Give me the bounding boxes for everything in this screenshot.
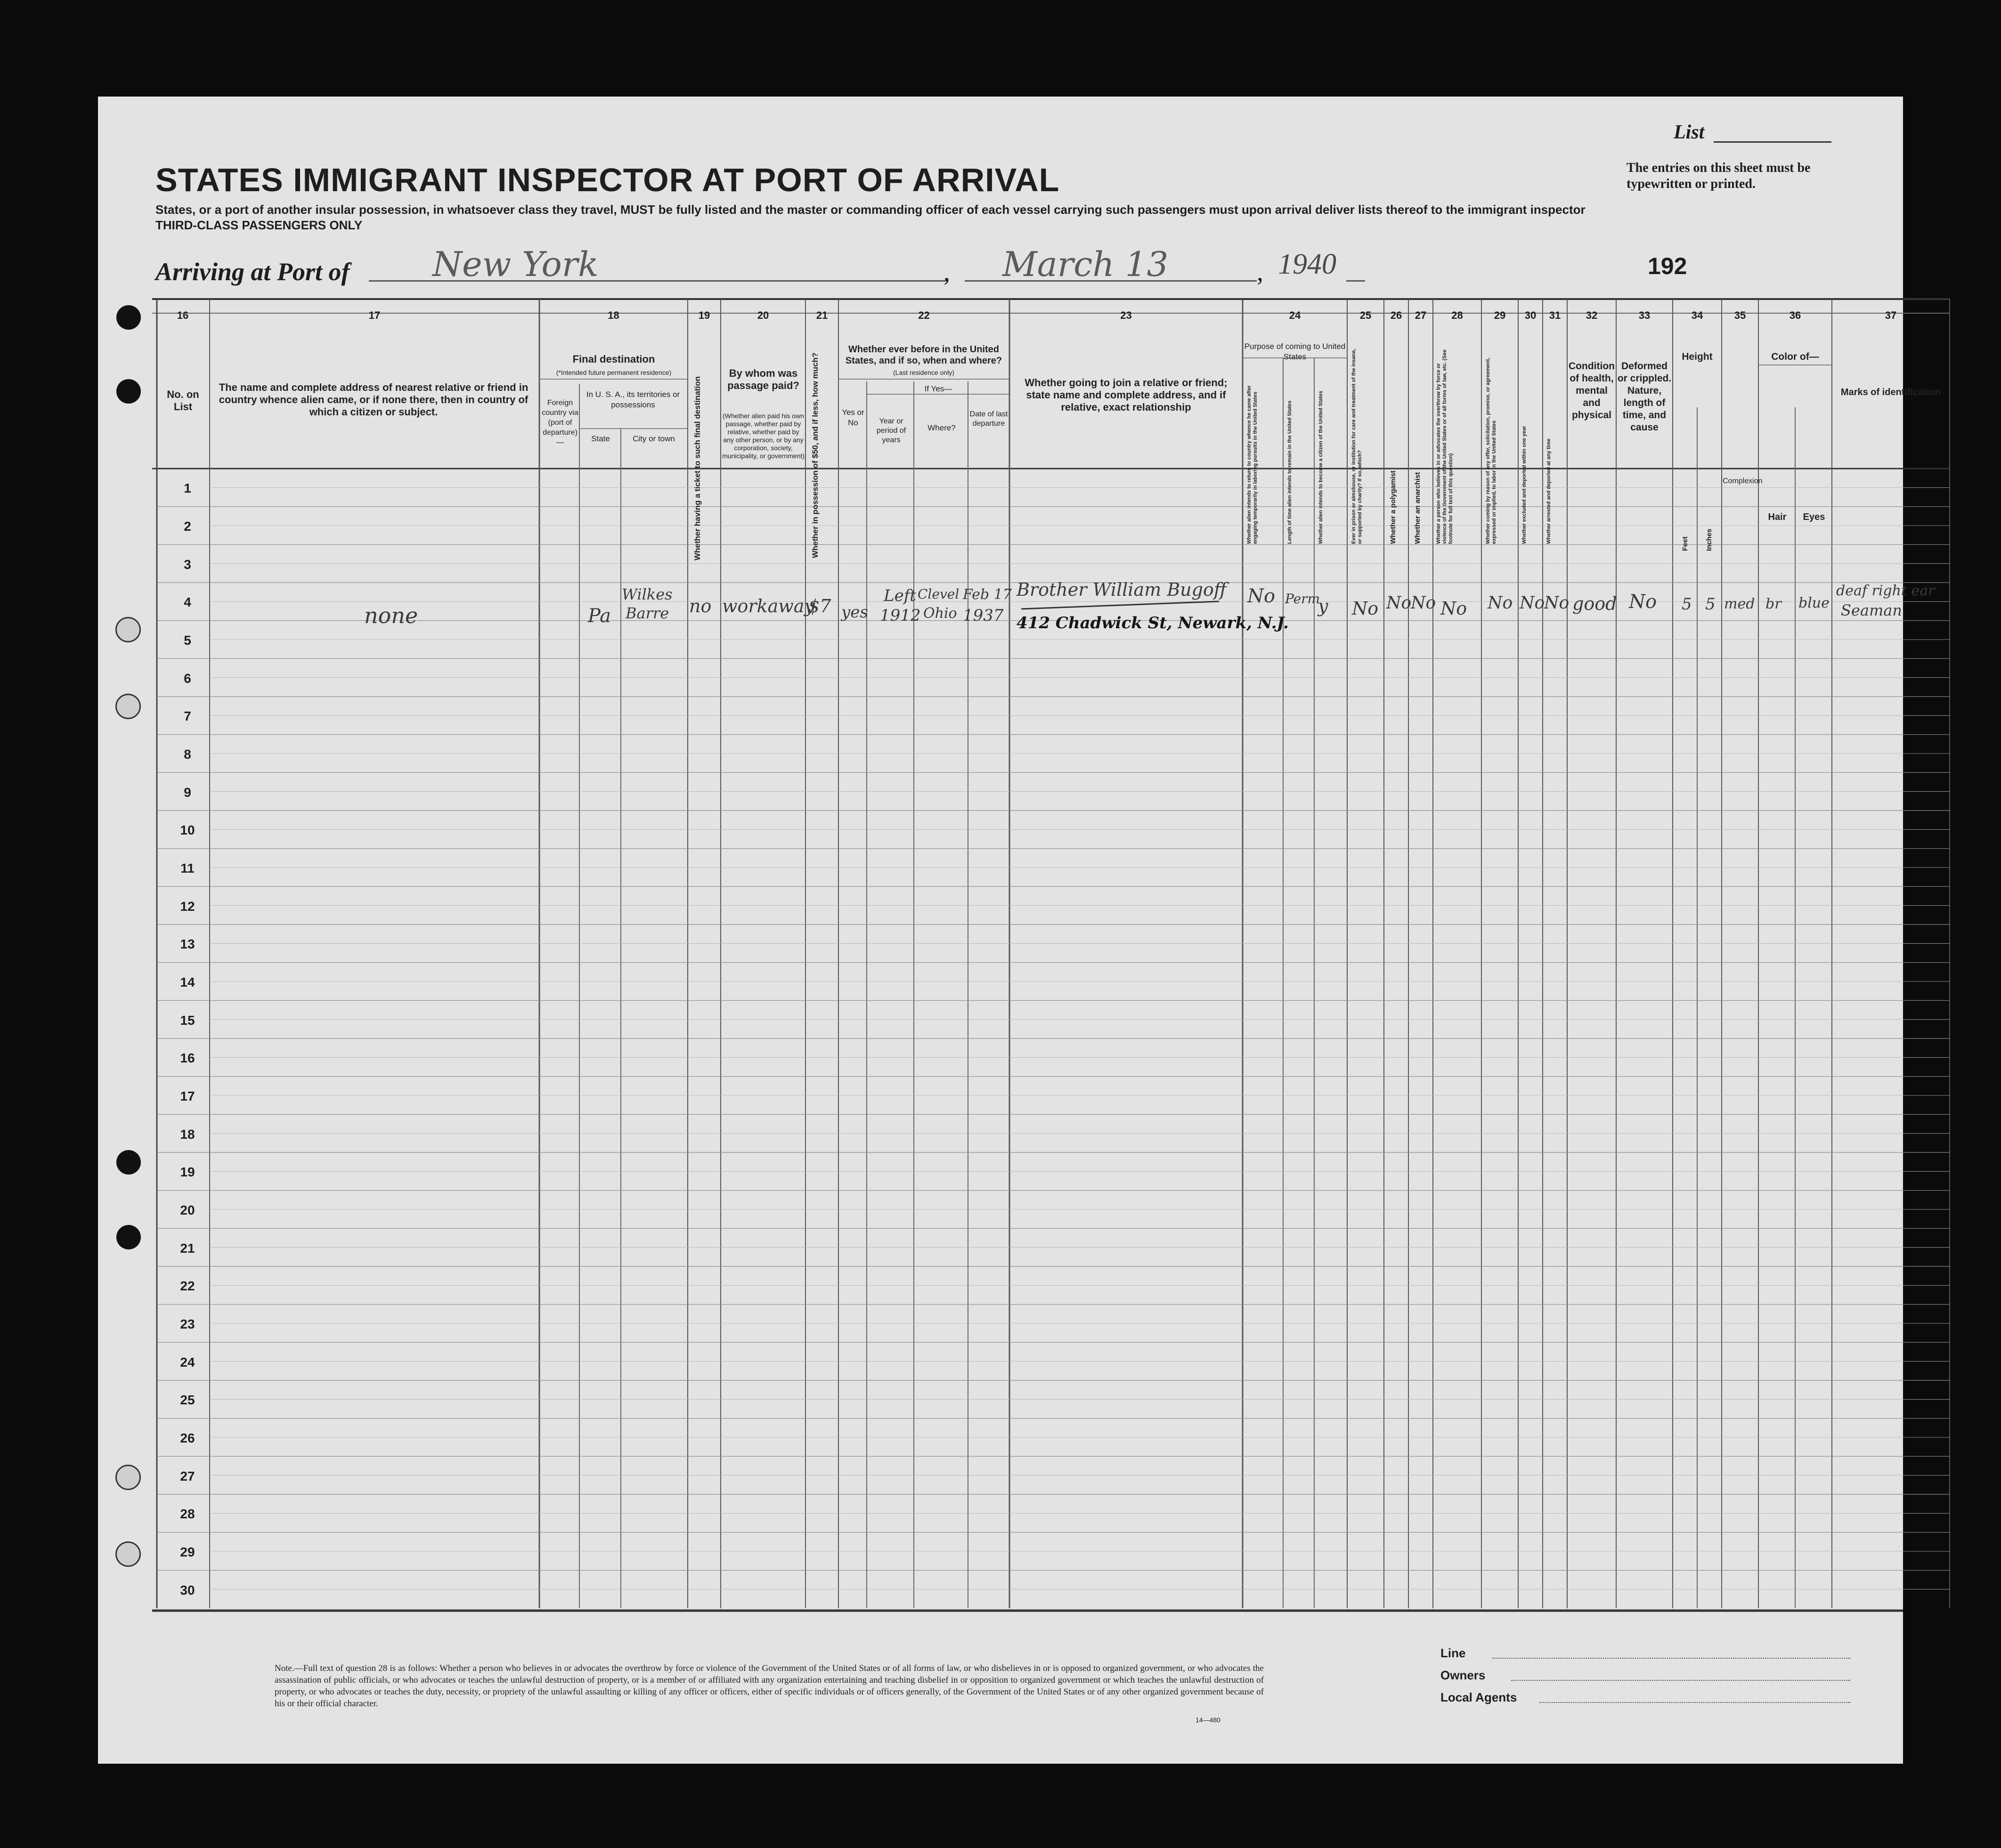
header-anarchist: Whether an anarchist bbox=[1414, 472, 1422, 544]
entry-money: $7 bbox=[808, 596, 831, 616]
col-number-16: 16 bbox=[177, 309, 189, 321]
entry-eyes: blue bbox=[1798, 595, 1830, 611]
entry-anarchist: No bbox=[1411, 593, 1436, 613]
printed-year: 192 bbox=[1648, 253, 1687, 279]
header-return-country: Whether alien intends to return to country whence he came after engaging temporarily in laboring pursuits in the United States bbox=[1246, 385, 1258, 544]
entry-labor-offer: No bbox=[1488, 593, 1513, 613]
entry-departure-line1: Feb 17 bbox=[963, 586, 1012, 603]
sheet-corner bbox=[98, 1686, 125, 1764]
header-join-relative: Whether going to join a relative or friend; state name and complete address, and if relative, exact relationship bbox=[1025, 377, 1228, 413]
header-yes-or-no: Yes or No bbox=[842, 408, 864, 427]
entry-city-line2: Barre bbox=[626, 604, 669, 622]
col-number-21: 21 bbox=[816, 309, 828, 321]
list-label: List bbox=[1674, 122, 1705, 143]
row-number: 2 bbox=[184, 519, 191, 534]
entry-hair: br bbox=[1765, 596, 1781, 612]
row-number: 23 bbox=[180, 1317, 195, 1331]
punch-hole bbox=[116, 1225, 141, 1249]
header-ticket: Whether having a ticket to such final destination bbox=[693, 376, 702, 560]
form-number: 14—480 bbox=[1196, 1716, 1220, 1724]
col-number-30: 30 bbox=[1524, 309, 1537, 321]
col-number-37: 37 bbox=[1885, 309, 1897, 321]
entry-state: Pa bbox=[588, 605, 611, 627]
grid-line bbox=[1021, 601, 1219, 609]
row-number: 19 bbox=[180, 1165, 195, 1180]
row-number: 1 bbox=[184, 481, 191, 496]
header-last-residence: (Last residence only) bbox=[893, 369, 954, 376]
owners-label: Owners bbox=[1440, 1668, 1486, 1682]
entry-city-line1: Wilkes bbox=[622, 585, 673, 603]
header-purpose: Purpose of coming to United States bbox=[1244, 342, 1346, 361]
entry-where-line1: Clevel bbox=[918, 586, 960, 602]
entry-health: good bbox=[1572, 593, 1617, 614]
header-prison-almshouse: Ever in prison or almshouse, or institution for care and treatment of the insane, or supported by charity? If so, which? bbox=[1351, 349, 1363, 544]
entry-excluded: No bbox=[1520, 593, 1545, 613]
header-labor-offer: Whether coming by reason of any offer, solicitation, promise, or agreement, expressed or implied, to labor in the United States bbox=[1485, 357, 1497, 544]
local-agents-label: Local Agents bbox=[1440, 1690, 1517, 1704]
arriving-label: Arriving at Port of bbox=[155, 258, 350, 286]
header-arrested: Whether arrested and deported at any time bbox=[1546, 438, 1552, 544]
row-number: 13 bbox=[180, 937, 195, 952]
row-number: 6 bbox=[184, 671, 191, 686]
manifest-sheet bbox=[98, 97, 1941, 1764]
punch-hole bbox=[115, 694, 141, 719]
row-number: 7 bbox=[184, 709, 191, 724]
row-number: 22 bbox=[180, 1279, 195, 1294]
entry-feet: 5 bbox=[1682, 595, 1692, 614]
header-year-period: Year or period of years bbox=[876, 417, 906, 444]
header-ever-before: Whether ever before in the United States, and if so, when and where? bbox=[845, 344, 1002, 366]
port-value: New York bbox=[432, 244, 599, 284]
row-number: 3 bbox=[184, 557, 191, 572]
entry-join-line2: 412 Chadwick St, Newark, N.J. bbox=[1017, 614, 1289, 632]
row-number: 18 bbox=[180, 1127, 195, 1142]
row-number: 8 bbox=[184, 747, 191, 762]
col-number-24: 24 bbox=[1289, 309, 1301, 321]
header-excluded: Whether excluded and deported within one year bbox=[1521, 426, 1527, 544]
header-if-yes: If Yes— bbox=[924, 384, 952, 393]
row-number: 16 bbox=[180, 1051, 195, 1066]
header-eyes: Eyes bbox=[1803, 512, 1825, 522]
col-number-28: 28 bbox=[1451, 309, 1463, 321]
entry-arrested: No bbox=[1544, 593, 1570, 613]
header-citizen-intent: Whether alien intends to become a citizen of the United States bbox=[1318, 390, 1324, 544]
col-number-31: 31 bbox=[1549, 309, 1561, 321]
col-number-22: 22 bbox=[918, 309, 930, 321]
col-number-35: 35 bbox=[1734, 309, 1746, 321]
comma-separator: , bbox=[1257, 258, 1263, 287]
date-value: March 13 bbox=[1002, 244, 1169, 284]
header-deformed: Deformed or crippled. Nature, length of time, and cause bbox=[1617, 361, 1672, 433]
header-final-destination-note: (*Intended future permanent residence) bbox=[556, 369, 672, 376]
col-number-33: 33 bbox=[1638, 309, 1651, 321]
header-passage-paid: By whom was passage paid? bbox=[727, 367, 799, 391]
row-number: 27 bbox=[180, 1468, 195, 1483]
year-line bbox=[1346, 280, 1365, 282]
row-number: 14 bbox=[180, 975, 195, 989]
entry-departure-line2: 1937 bbox=[963, 606, 1004, 625]
entry-complexion: med bbox=[1724, 596, 1755, 612]
entry-marks-line1: deaf right ear bbox=[1836, 583, 1935, 599]
row-number: 17 bbox=[180, 1089, 195, 1103]
entry-deformed: No bbox=[1629, 591, 1657, 613]
line-label: Line bbox=[1440, 1646, 1466, 1660]
punch-hole bbox=[116, 305, 141, 330]
col-number-32: 32 bbox=[1586, 309, 1598, 321]
col-number-19: 19 bbox=[698, 309, 710, 321]
punch-hole bbox=[115, 617, 141, 642]
entry-length-of-stay: Perm bbox=[1285, 591, 1320, 607]
header-color-of: Color of— bbox=[1771, 351, 1819, 362]
header-inches: Inches bbox=[1705, 528, 1713, 551]
header-length-of-stay: Length of time alien intends to remain in the United States bbox=[1287, 400, 1293, 544]
local-agents-field bbox=[1539, 1702, 1850, 1703]
header-height: Height bbox=[1682, 351, 1713, 362]
footnote-question-28: Note.—Full text of question 28 is as follows: Whether a person who believes in or advocates the overthrow by force or violence of the Government of the United States or of all forms of law, or who disbelieves in or is opposed to organized government, or who advocates the assassination of public officials, or who advocates or teaches the unlawful destruction of property, or is a member of or affiliated with any organization entertaining and teaching disbelief in or opposition to organized government or which teaches the unlawful destruction of property, or who advocates or teaches the duty, necessity, or propriety of the unlawful assaulting or killing of any officer or officers, either of specific individuals or of officers generally, of the Government of the United States or of any other organized government because of his or their official character. bbox=[275, 1663, 1264, 1709]
col-number-34: 34 bbox=[1691, 309, 1703, 321]
entry-relative: none bbox=[364, 603, 418, 628]
header-polygamist: Whether a polygamist bbox=[1389, 470, 1397, 544]
header-date-last-departure: Date of last departure bbox=[969, 410, 1008, 428]
header-final-destination: Final destination bbox=[572, 353, 655, 365]
class-label: THIRD-CLASS PASSENGERS ONLY bbox=[155, 218, 363, 232]
row-number: 15 bbox=[180, 1013, 195, 1028]
col-number-29: 29 bbox=[1494, 309, 1506, 321]
entry-inches: 5 bbox=[1705, 595, 1716, 614]
punch-hole bbox=[115, 1465, 141, 1490]
header-complexion: Complexion bbox=[1723, 477, 1763, 485]
entry-where-line2: Ohio bbox=[923, 605, 957, 622]
list-number-line bbox=[1714, 141, 1831, 143]
header-marks-identification: Marks of identification bbox=[1840, 387, 1941, 397]
header-foreign-country: Foreign country via (port of departure)— bbox=[542, 399, 578, 446]
header-money: Whether in possession of $50, and if less, how much? bbox=[811, 352, 820, 558]
punch-hole bbox=[116, 379, 141, 404]
col-number-18: 18 bbox=[608, 309, 619, 321]
row-number: 25 bbox=[180, 1393, 195, 1408]
col-number-27: 27 bbox=[1415, 309, 1427, 321]
entry-prison: No bbox=[1352, 598, 1379, 619]
col-number-36: 36 bbox=[1789, 309, 1801, 321]
row-number: 4 bbox=[184, 595, 191, 610]
punch-hole bbox=[115, 1541, 141, 1567]
header-passage-paid-note: (Whether alien paid his own passage, whether paid by relative, whether paid by any other person, or by any corporation, society, municipality, or government) bbox=[722, 412, 805, 460]
header-feet: Feet bbox=[1681, 536, 1689, 551]
header-nearest-relative: The name and complete address of nearest relative or friend in country whence alien came, or if none there, then in country of which a citizen or subject. bbox=[219, 381, 529, 418]
entry-marks-line2: Seaman bbox=[1841, 601, 1902, 619]
header-health: Condition of health, mental and physical bbox=[1569, 361, 1615, 421]
entry-passage: workaway bbox=[722, 596, 814, 616]
header-hair: Hair bbox=[1768, 512, 1787, 522]
form-title: STATES IMMIGRANT INSPECTOR AT PORT OF ARRIVAL bbox=[155, 162, 1060, 198]
col-number-23: 23 bbox=[1120, 309, 1132, 321]
entry-citizen-intent: y bbox=[1318, 596, 1328, 616]
entry-return-country: No bbox=[1247, 585, 1276, 607]
header-where: Where? bbox=[927, 423, 956, 432]
header-no-on-list: No. on List bbox=[167, 389, 199, 413]
row-number: 24 bbox=[180, 1354, 195, 1370]
header-question-28: Whether a person who believes in or advocates the overthrow by force or violence of the Government of the United States or of all forms of law, etc. (See footnote for full text of this question) bbox=[1436, 349, 1454, 544]
line-field bbox=[1492, 1658, 1850, 1659]
row-number: 11 bbox=[180, 861, 195, 875]
row-number: 10 bbox=[180, 823, 195, 838]
row-number: 26 bbox=[180, 1431, 195, 1445]
header-city-or-town: City or town bbox=[633, 434, 675, 443]
year-value: 1940 bbox=[1278, 248, 1336, 280]
entry-ticket: no bbox=[689, 596, 712, 616]
row-number: 9 bbox=[184, 785, 191, 800]
punch-hole bbox=[116, 1150, 141, 1175]
col-number-26: 26 bbox=[1390, 309, 1402, 321]
entry-join-line1: Brother William Bugoff bbox=[1017, 579, 1227, 600]
row-number: 12 bbox=[180, 899, 195, 914]
form-subtitle: States, or a port of another insular possession, in whatsoever class they travel, MUST be fully listed and the master or commanding officer of each vessel carrying such passengers must upon arrival deliver lists thereof to the immigrant inspector bbox=[155, 203, 1586, 217]
owners-field bbox=[1511, 1680, 1850, 1681]
entry-polygamist: No bbox=[1386, 593, 1412, 613]
header-state: State bbox=[591, 434, 610, 443]
row-number: 28 bbox=[180, 1507, 195, 1522]
comma-separator: , bbox=[944, 258, 950, 287]
col-number-17: 17 bbox=[368, 309, 381, 321]
row-number: 5 bbox=[184, 633, 191, 648]
typewritten-note: The entries on this sheet must be typewritten or printed. bbox=[1627, 161, 1811, 191]
row-number: 29 bbox=[180, 1545, 195, 1559]
row-number: 21 bbox=[180, 1240, 195, 1256]
entry-question-28: No bbox=[1440, 598, 1467, 619]
entry-year-line2: 1912 bbox=[880, 606, 921, 625]
col-number-20: 20 bbox=[757, 309, 769, 321]
entry-year-line1: Left bbox=[884, 586, 916, 605]
col-number-25: 25 bbox=[1359, 309, 1372, 321]
entry-before-yes: yes bbox=[841, 603, 868, 622]
row-number: 20 bbox=[180, 1203, 195, 1217]
header-in-usa: In U. S. A., its territories or possessions bbox=[586, 390, 680, 409]
row-number: 30 bbox=[180, 1582, 195, 1597]
